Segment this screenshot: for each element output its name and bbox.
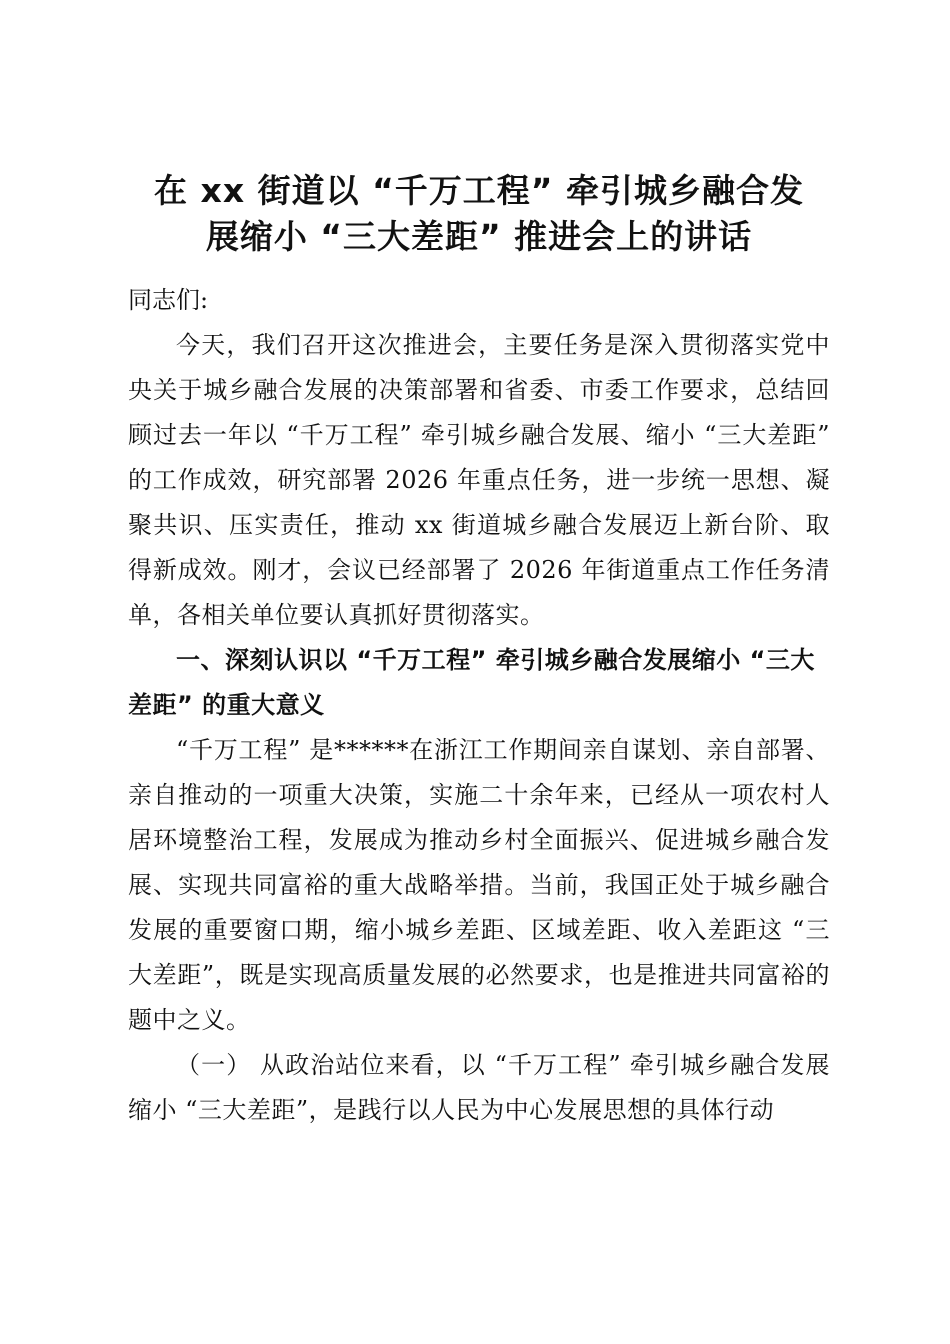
- section-1-paragraph: “千万工程” 是******在浙江工作期间亲自谋划、亲自部署、亲自推动的一项重大决策，实施二十余年来，已经从一项农村人居环境整治工程，发展成为推动乡村全面振兴、促进城乡融合发展、实现共同富裕的重大战略举措。当前，我国正处于城乡融合发展的重要窗口期，缩小城乡差距、区域差距、收入差距这 “三大差距”，既是实现高质量发展的必然要求，也是推进共同富裕的题中之义。: [128, 736, 830, 1034]
- title-line-1: 在 xx 街道以 “千万工程” 牵引城乡融合发: [154, 171, 804, 210]
- section-1-heading: 一、深刻认识以 “千万工程” 牵引城乡融合发展缩小 “三大差距” 的重大意义: [128, 646, 815, 719]
- title-line-2: 展缩小 “三大差距” 推进会上的讲话: [205, 217, 753, 256]
- document-title: [128, 168, 830, 260]
- intro-paragraph: 今天，我们召开这次推进会，主要任务是深入贯彻落实党中央关于城乡融合发展的决策部署和省委、市委工作要求，总结回顾过去一年以 “千万工程” 牵引城乡融合发展、缩小 “三大差距” 的工作成效，研究部署 2026 年重点任务，进一步统一思想、凝聚共识、压实责任，推动 xx 街道城乡融合发展迈上新台阶、取得新成效。刚才，会议已经部署了 2026 年街道重点工作任务清单，各相关单位要认真抓好贯彻落实。: [128, 331, 830, 629]
- subsection-1-heading: （一） 从政治站位来看，以 “千万工程” 牵引城乡融合发展缩小 “三大差距”，是践行以人民为中心发展思想的具体行动: [128, 1051, 830, 1124]
- salutation: 同志们:: [128, 286, 209, 314]
- document-page: [128, 168, 830, 1133]
